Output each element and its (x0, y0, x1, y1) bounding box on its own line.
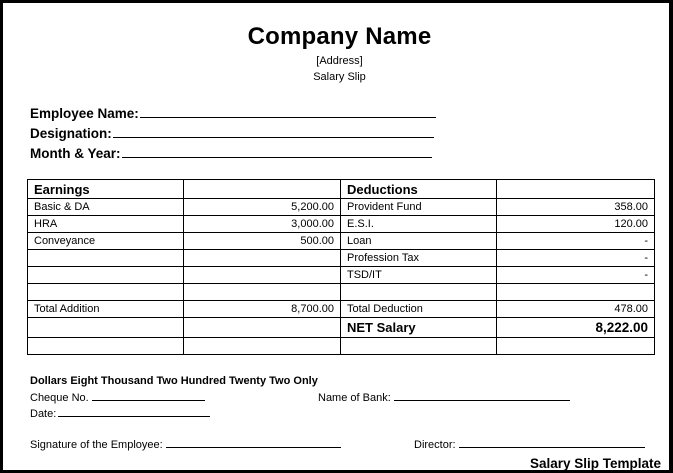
table-row (28, 250, 655, 267)
employee-signature-blank[interactable] (166, 438, 341, 448)
employee-name-field (30, 106, 436, 121)
company-name: Company Name (247, 23, 432, 50)
net-salary-row (28, 318, 655, 338)
earning-amount (184, 267, 341, 284)
bank-blank[interactable] (394, 391, 570, 401)
table-row (28, 267, 655, 284)
empty-cell (184, 338, 341, 355)
employee-signature-label: Signature of the Employee: (30, 439, 163, 451)
template-title: Salary Slip Template (529, 456, 661, 471)
deduction-label (341, 284, 497, 301)
director-signature-field (414, 438, 645, 451)
table-row (28, 338, 655, 355)
director-signature-blank[interactable] (459, 438, 645, 448)
bank-label: Name of Bank: (318, 392, 391, 404)
empty-cell (497, 338, 655, 355)
deduction-label: E.S.I. (341, 216, 497, 233)
table-row (28, 284, 655, 301)
totals-row (28, 301, 655, 318)
earning-label: HRA (28, 216, 184, 233)
empty-cell (184, 318, 341, 338)
designation-blank[interactable] (113, 126, 434, 138)
cheque-field (30, 391, 205, 404)
deduction-label: Profession Tax (341, 250, 497, 267)
employee-name-label: Employee Name: (30, 106, 139, 121)
deduction-amount: 120.00 (497, 216, 655, 233)
month-year-field (30, 146, 432, 161)
director-label: Director: (414, 439, 456, 451)
cheque-blank[interactable] (92, 391, 205, 401)
total-deduction-value: 478.00 (497, 301, 655, 318)
deductions-amount-header (497, 180, 655, 199)
deduction-amount: - (497, 250, 655, 267)
cheque-label: Cheque No. (30, 392, 89, 404)
empty-cell (28, 318, 184, 338)
earnings-header: Earnings (28, 180, 184, 199)
empty-cell (341, 338, 497, 355)
earning-label (28, 267, 184, 284)
total-addition-label: Total Addition (28, 301, 184, 318)
deduction-amount: 358.00 (497, 199, 655, 216)
total-deduction-label: Total Deduction (341, 301, 497, 318)
earnings-amount-header (184, 180, 341, 199)
total-addition-value: 8,700.00 (184, 301, 341, 318)
employee-signature-field (30, 438, 341, 451)
deduction-label: Loan (341, 233, 497, 250)
earning-amount: 500.00 (184, 233, 341, 250)
net-salary-label: NET Salary (341, 318, 497, 338)
deduction-label: TSD/IT (341, 267, 497, 284)
designation-label: Designation: (30, 126, 112, 141)
earning-amount (184, 250, 341, 267)
table-row (28, 199, 655, 216)
table-row (28, 233, 655, 250)
month-year-label: Month & Year: (30, 146, 121, 161)
deduction-amount: - (497, 233, 655, 250)
deduction-amount (497, 284, 655, 301)
net-salary-value: 8,222.00 (497, 318, 655, 338)
earning-label (28, 284, 184, 301)
deduction-amount: - (497, 267, 655, 284)
amount-in-words: Dollars Eight Thousand Two Hundred Twenty Two Only (30, 375, 318, 387)
designation-field (30, 126, 434, 141)
deduction-label: Provident Fund (341, 199, 497, 216)
earning-label: Basic & DA (28, 199, 184, 216)
bank-field (318, 391, 570, 404)
date-field (30, 407, 210, 420)
earning-amount: 3,000.00 (184, 216, 341, 233)
earning-label: Conveyance (28, 233, 184, 250)
employee-name-blank[interactable] (140, 106, 436, 118)
empty-cell (28, 338, 184, 355)
deductions-header: Deductions (341, 180, 497, 199)
date-blank[interactable] (58, 407, 210, 417)
table-row (28, 216, 655, 233)
salary-table (27, 179, 655, 355)
company-address: [Address] (316, 55, 363, 67)
earning-amount (184, 284, 341, 301)
month-year-blank[interactable] (122, 146, 432, 158)
earning-amount: 5,200.00 (184, 199, 341, 216)
date-label: Date: (30, 408, 57, 420)
document-subtitle: Salary Slip (313, 71, 366, 83)
earning-label (28, 250, 184, 267)
table-header-row (28, 180, 655, 199)
